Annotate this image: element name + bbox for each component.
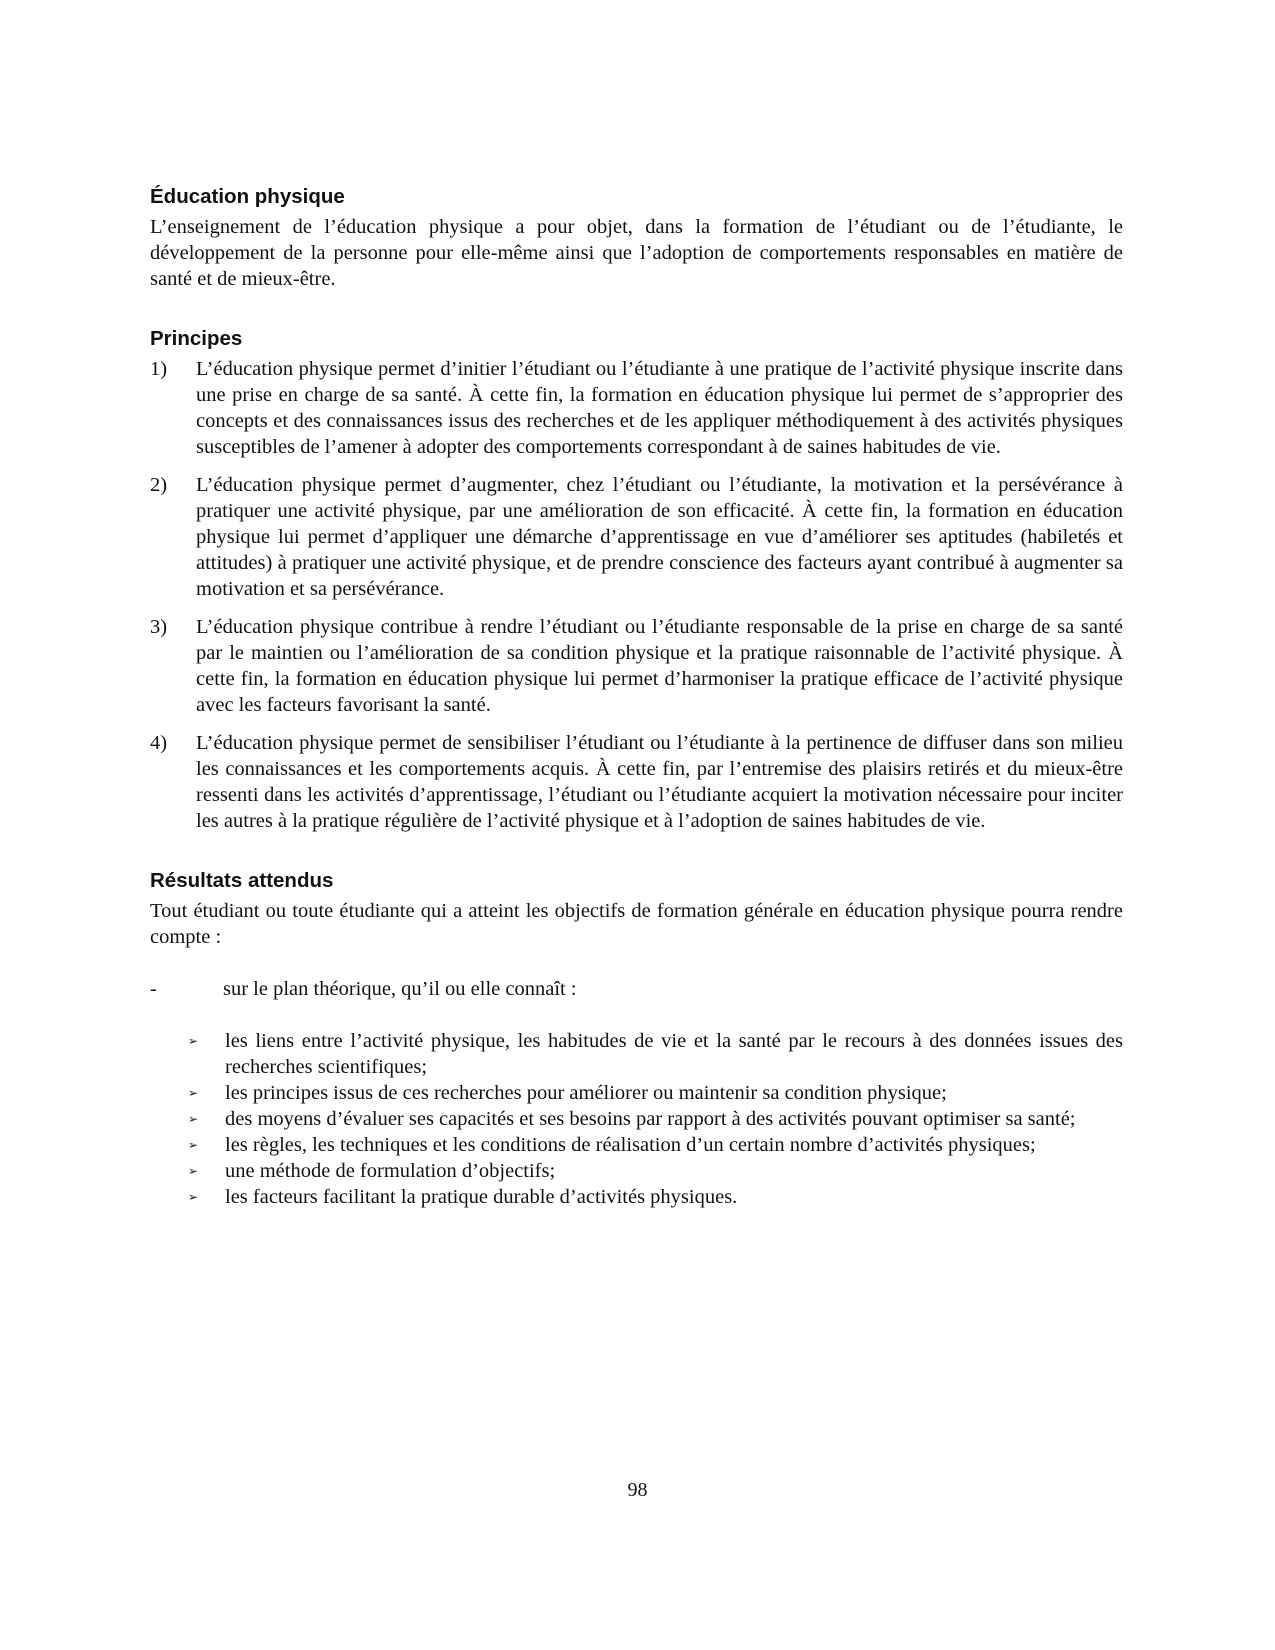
- principle-text: L’éducation physique permet de sensibiliser l’étudiant ou l’étudiante à la pertinence de diffuser dans son milieu les connaissances et les comportements acquis. À cette fin, par l’entremise des plaisirs retirés et du mieux-être ressenti dans les activités d’apprentissage, l’étudiant ou l’étudiante acquiert la motivation nécessaire pour inciter les autres à la pratique régulière de l’activité physique et à l’adoption de saines habitudes de vie.: [196, 732, 1123, 832]
- principle-number: 3): [150, 616, 168, 638]
- results-intro-paragraph: Tout étudiant ou toute étudiante qui a atteint les objectifs de formation générale en éducation physique pourra rendre compte :: [150, 900, 1123, 948]
- arrow-bullet-icon: ➢: [188, 1190, 199, 1204]
- dash-marker: -: [150, 978, 157, 1000]
- arrow-bullet-icon: ➢: [188, 1086, 199, 1100]
- principle-text: L’éducation physique contribue à rendre l’étudiant ou l’étudiante responsable de la prise en charge de sa santé par le maintien ou l’amélioration de sa condition physique et la pratique raisonnable de l’activité physique. À cette fin, la formation en éducation physique lui permet d’harmoniser la pratique efficace de l’activité physique avec les facteurs favorisant la santé.: [196, 616, 1123, 716]
- bullet-item: [150, 1106, 1123, 1132]
- bullet-text: les liens entre l’activité physique, les habitudes de vie et la santé par le recours à des données issues des recherches scientifiques;: [225, 1030, 1123, 1078]
- bullet-text: une méthode de formulation d’objectifs;: [225, 1160, 556, 1182]
- principle-item: [150, 356, 1123, 460]
- section-intro-paragraph: L’enseignement de l’éducation physique a pour objet, dans la formation de l’étudiant ou de l’étudiante, le développement de la personne pour elle-même ainsi que l’adoption de comportements responsables en matière de santé et de mieux-être.: [150, 216, 1123, 290]
- bullet-item: [150, 1184, 1123, 1210]
- arrow-bullet-icon: ➢: [188, 1112, 199, 1126]
- principle-text: L’éducation physique permet d’augmenter, chez l’étudiant ou l’étudiante, la motivation et la persévérance à pratiquer une activité physique, par une amélioration de son efficacité. À cette fin, la formation en éducation physique lui permet d’appliquer une démarche d’apprentissage en vue d’améliorer ses aptitudes (habiletés et attitudes) à pratiquer une activité physique, et de prendre conscience des facteurs ayant contribué à augmenter sa motivation et sa persévérance.: [196, 474, 1123, 600]
- principle-item: [150, 614, 1123, 718]
- bullet-text: les principes issus de ces recherches pour améliorer ou maintenir sa condition physique;: [225, 1082, 947, 1104]
- section-heading-education-physique: Éducation physique: [150, 185, 345, 208]
- bullet-item: [150, 1028, 1123, 1080]
- document-page: [150, 184, 1123, 1210]
- arrow-bullet-icon: ➢: [188, 1034, 199, 1048]
- theory-plan-line: [150, 976, 1123, 1002]
- principle-number: 4): [150, 732, 168, 754]
- arrow-bullet-icon: ➢: [188, 1164, 199, 1178]
- principle-text: L’éducation physique permet d’initier l’étudiant ou l’étudiante à une pratique de l’activité physique inscrite dans une prise en charge de sa santé. À cette fin, la formation en éducation physique lui permet de s’approprier des concepts et des connaissances issus des recherches et de les appliquer méthodiquement à des activités physiques susceptibles de l’amener à adopter des comportements correspondant à de saines habitudes de vie.: [196, 358, 1123, 458]
- arrow-bullet-icon: ➢: [188, 1138, 199, 1152]
- bullet-text: les facteurs facilitant la pratique durable d’activités physiques.: [225, 1186, 738, 1208]
- bullet-text: des moyens d’évaluer ses capacités et ses besoins par rapport à des activités pouvant optimiser sa santé;: [225, 1108, 1076, 1130]
- principles-list: [150, 356, 1123, 834]
- bullet-item: [150, 1080, 1123, 1106]
- section-heading-principes: Principes: [150, 327, 243, 350]
- page-number: 98: [627, 1479, 648, 1501]
- knowledge-bullet-list: [150, 1028, 1123, 1210]
- bullet-text: les règles, les techniques et les conditions de réalisation d’un certain nombre d’activités physiques;: [225, 1134, 1036, 1156]
- principle-number: 1): [150, 358, 168, 380]
- principle-item: [150, 730, 1123, 834]
- principle-number: 2): [150, 474, 168, 496]
- bullet-item: [150, 1158, 1123, 1184]
- bullet-item: [150, 1132, 1123, 1158]
- theory-plan-text: sur le plan théorique, qu’il ou elle connaît :: [223, 978, 577, 1000]
- principle-item: [150, 472, 1123, 602]
- section-heading-resultats-attendus: Résultats attendus: [150, 869, 334, 892]
